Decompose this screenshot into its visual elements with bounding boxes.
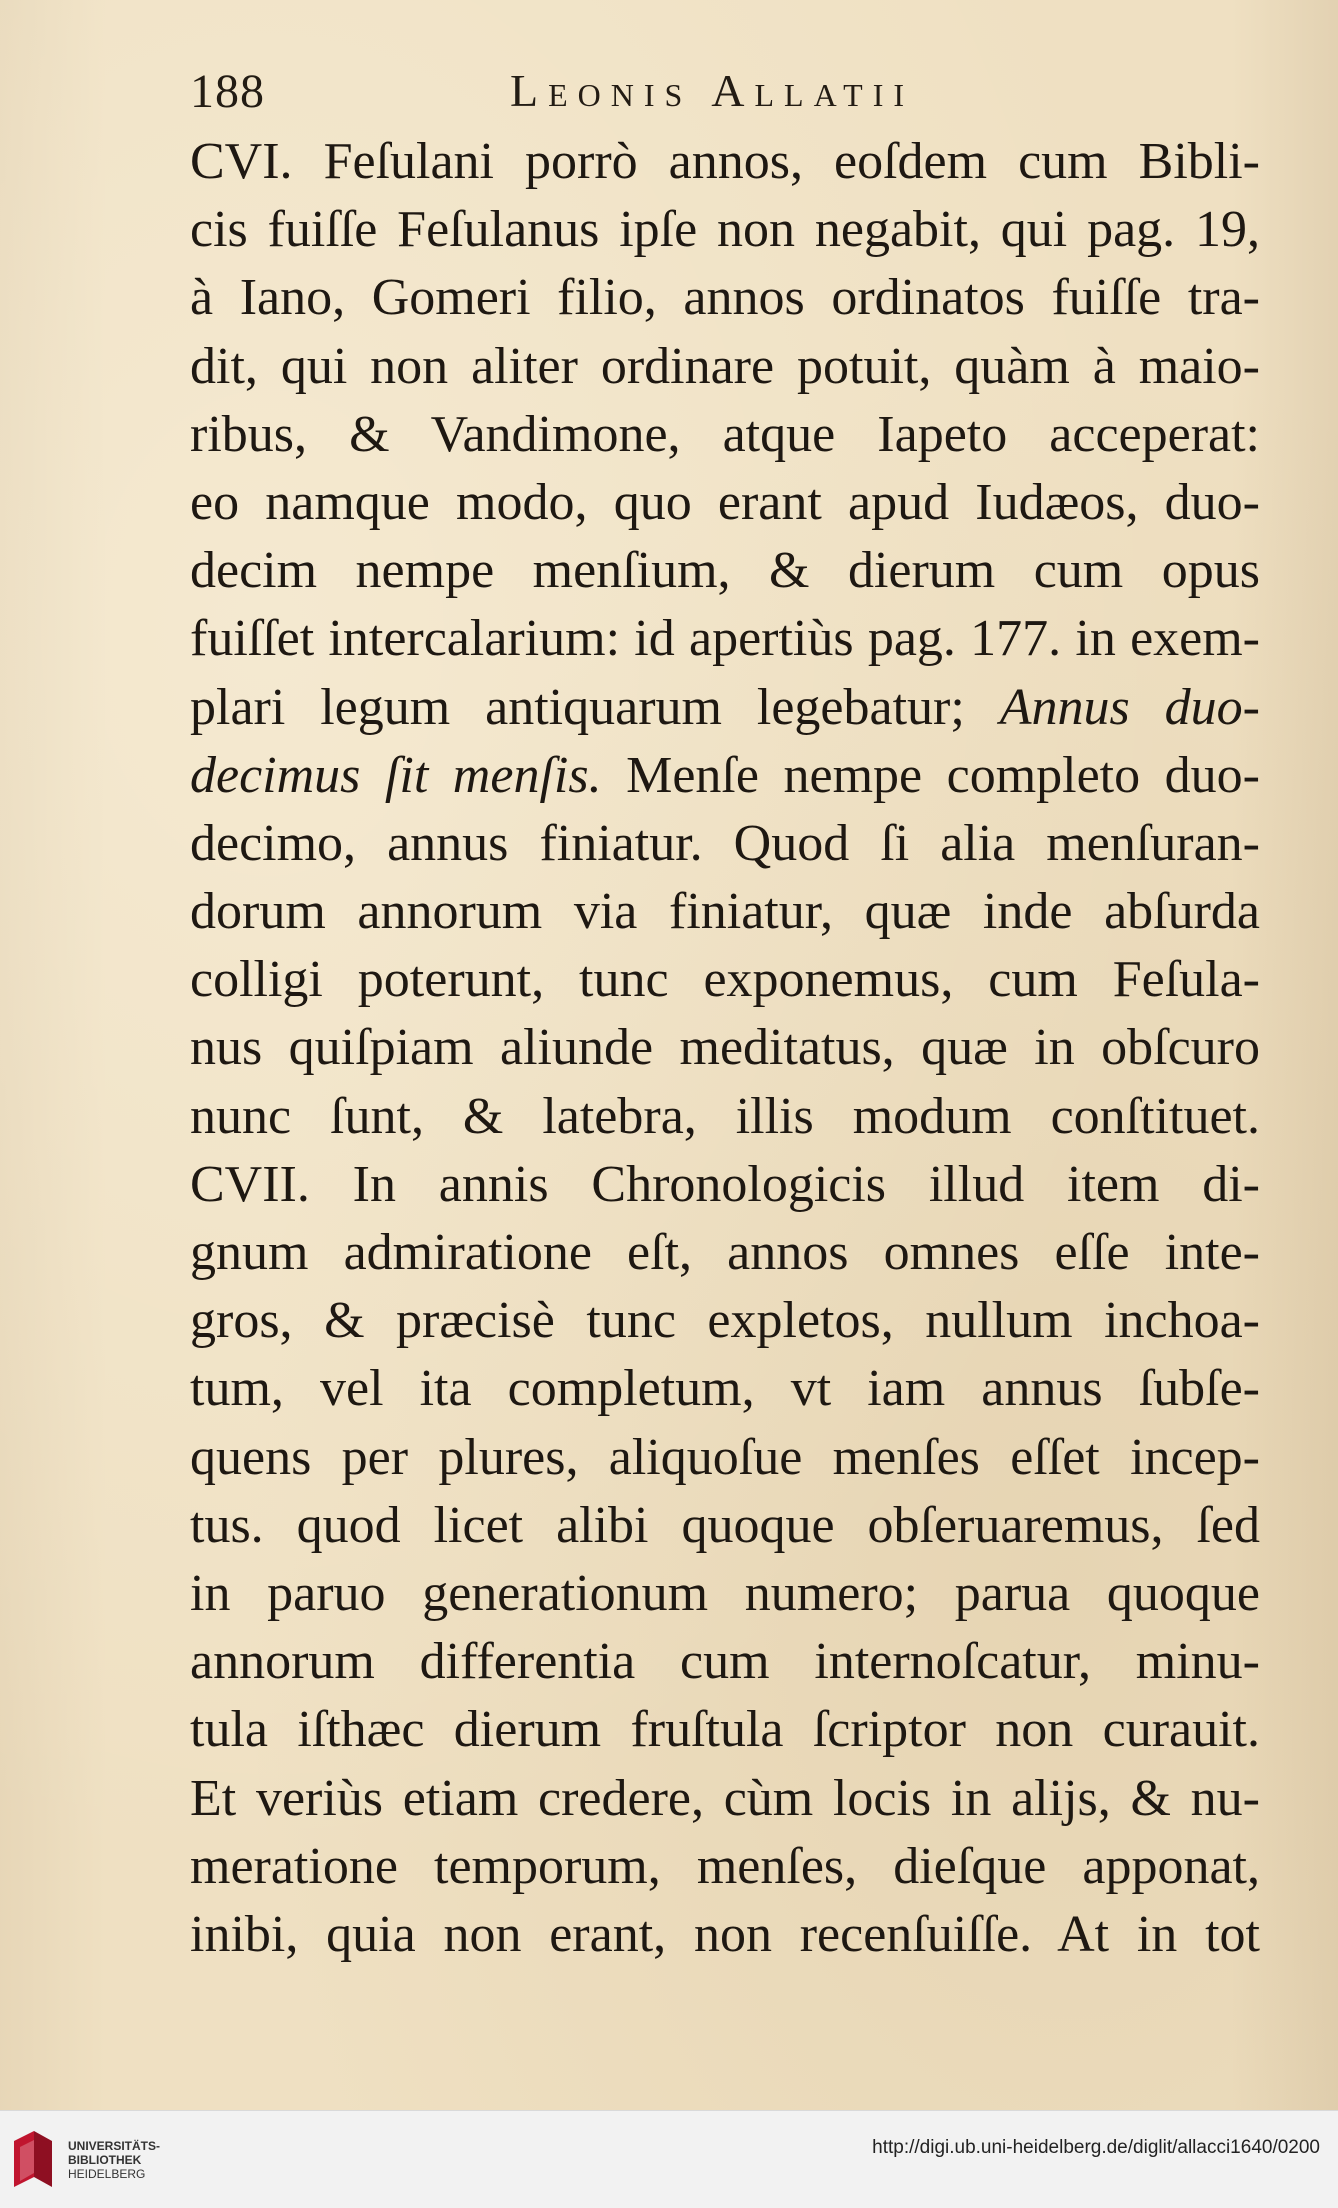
text-line: in paruo generationum numero; parua quoque xyxy=(190,1564,1260,1622)
text-line: cis fuiſſe Feſulanus ipſe non negabit, qui pag. 19, xyxy=(190,201,1260,259)
text-line: tum, vel ita completum, vt iam annus ſubſe- xyxy=(190,1360,1260,1418)
text-line: decimo, annus finiatur. Quod ſi alia menſuran- xyxy=(190,814,1260,872)
text-line: quens per plures, aliquoſue menſes eſſet incep- xyxy=(190,1428,1260,1486)
text-line: CVI. Feſulani porrò annos, eoſdem cum Bibli- xyxy=(190,133,1260,190)
roman-text: plari legum antiquarum legebatur; xyxy=(190,678,1000,736)
text-line: gnum admiratione eſt, annos omnes eſſe inte- xyxy=(190,1224,1260,1281)
logo-line: UNIVERSITÄTS- xyxy=(68,2139,161,2153)
text-line: à Iano, Gomeri filio, annos ordinatos fuiſſe tra- xyxy=(190,269,1260,327)
text-line: inibi, quia non erant, non recenſuiſſe. At in tot xyxy=(190,1905,1260,1963)
italic-text: decimus ſit menſis. xyxy=(190,746,602,804)
text-line: meratione temporum, menſes, dieſque apponat, xyxy=(190,1837,1260,1895)
text-line: nus quiſpiam aliunde meditatus, quæ in obſcuro xyxy=(190,1019,1260,1077)
text-line: gros, & præcisè tunc expletos, nullum inchoa- xyxy=(190,1292,1260,1350)
text-line: Et veriùs etiam credere, cùm locis in alijs, & nu- xyxy=(190,1769,1260,1827)
body-text xyxy=(190,128,1260,1969)
logo-line: BIBLIOTHEK xyxy=(68,2153,142,2167)
text-line: dit, qui non aliter ordinare potuit, quàm à maio- xyxy=(190,337,1260,395)
text-line: tula iſthæc dierum fruſtula ſcriptor non curauit. xyxy=(190,1701,1260,1759)
text-line-with-italic xyxy=(190,674,1260,742)
text-line: ribus, & Vandimone, atque Iapeto acceperat: xyxy=(190,405,1260,463)
italic-text: Annus duo- xyxy=(999,678,1260,736)
text-line: nunc ſunt, & latebra, illis modum conſtituet. xyxy=(190,1087,1260,1145)
roman-text: Menſe nempe completo duo- xyxy=(601,746,1260,804)
logo-text xyxy=(68,2139,160,2181)
running-title: Leonis Allatii xyxy=(510,65,915,116)
text-line: annorum differentia cum internoſcatur, minu- xyxy=(190,1633,1260,1691)
text-line: CVII. In annis Chronologicis illud item di- xyxy=(190,1155,1260,1213)
university-library-logo-icon xyxy=(10,2129,56,2191)
logo-line: HEIDELBERG xyxy=(68,2167,146,2181)
page-number: 188 xyxy=(190,65,265,118)
text-line: fuiſſet intercalarium: id apertiùs pag. 177. in exem- xyxy=(190,610,1260,668)
text-line: eo namque modo, quo erant apud Iudæos, duo- xyxy=(190,473,1260,531)
library-logo[interactable] xyxy=(10,2125,180,2195)
text-line: dorum annorum via finiatur, quæ inde abſurda xyxy=(190,883,1260,941)
text-line: decim nempe menſium, & dierum cum opus xyxy=(190,542,1260,600)
text-line: tus. quod licet alibi quoque obſeruaremus, ſed xyxy=(190,1496,1260,1554)
viewer-footer xyxy=(0,2110,1338,2208)
text-line: colligi poterunt, tunc exponemus, cum Feſula- xyxy=(190,951,1260,1009)
running-head xyxy=(190,64,1260,124)
text-line-with-italic xyxy=(190,742,1260,810)
permalink-url[interactable]: http://digi.ub.uni-heidelberg.de/diglit/allacci1640/0200 xyxy=(872,2137,1320,2158)
